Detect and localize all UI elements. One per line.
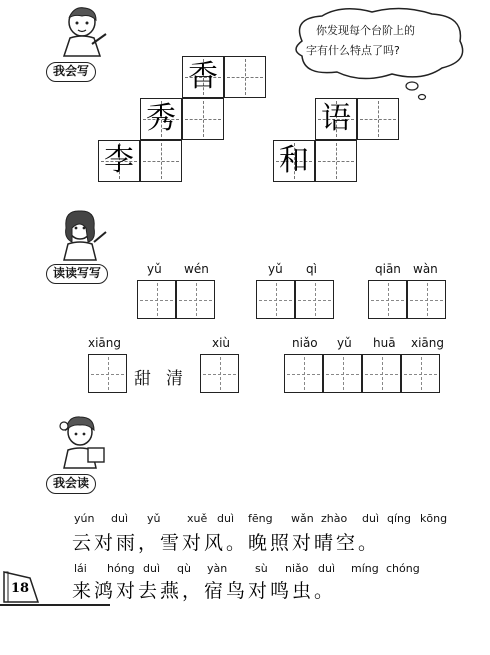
pinyin: yún xyxy=(74,512,95,525)
char-he: 和 xyxy=(279,143,309,178)
write-cell[interactable] xyxy=(88,354,127,393)
pinyin: qiān xyxy=(375,262,401,276)
girl-reading-illustration xyxy=(52,412,114,474)
section-read-badge xyxy=(44,412,120,496)
page-number: 18 xyxy=(11,581,30,596)
pinyin: chóng xyxy=(386,562,420,575)
pinyin: duì xyxy=(318,562,336,575)
write-cell[interactable] xyxy=(256,280,295,319)
pinyin: míng xyxy=(351,562,379,575)
bubble-line-2: 字有什么特点了吗? xyxy=(306,44,400,57)
section-read-write-label: 读读写写 xyxy=(46,264,108,284)
pinyin: yǔ xyxy=(147,262,162,276)
stair-cell xyxy=(140,140,182,182)
bottom-rule xyxy=(0,604,110,606)
pinyin: xiù xyxy=(212,336,231,350)
pinyin: wǎn xyxy=(291,512,314,525)
write-cell[interactable] xyxy=(176,280,215,319)
page-number-badge xyxy=(2,568,40,604)
write-cell[interactable] xyxy=(407,280,446,319)
char-tian: 甜 xyxy=(134,369,151,389)
pinyin: xiāng xyxy=(411,336,445,350)
pinyin: qì xyxy=(306,262,317,276)
pinyin: sù xyxy=(255,562,268,575)
stair-cell xyxy=(182,98,224,140)
pinyin: zhào xyxy=(321,512,348,525)
girl-writing-illustration xyxy=(52,206,114,266)
write-cell[interactable] xyxy=(137,280,176,319)
write-cell[interactable] xyxy=(368,280,407,319)
section-read-write-badge xyxy=(44,206,120,286)
write-cell[interactable] xyxy=(323,354,362,393)
stair-cell-li xyxy=(98,140,140,182)
pinyin: niǎo xyxy=(292,336,318,350)
char-xiu: 秀 xyxy=(146,101,176,136)
pinyin: niǎo xyxy=(285,562,309,575)
pinyin: xuě xyxy=(187,512,208,525)
stair-cell xyxy=(357,98,399,140)
pinyin: wén xyxy=(184,262,209,276)
pinyin: duì xyxy=(143,562,161,575)
pinyin: yǔ xyxy=(147,512,161,525)
pinyin: duì xyxy=(217,512,235,525)
write-cell[interactable] xyxy=(362,354,401,393)
write-cell[interactable] xyxy=(200,354,239,393)
pinyin: yǔ xyxy=(337,336,352,350)
reading-line-1: 云对雨，雪对风。晚照对晴空。 xyxy=(72,532,381,554)
stair-cell-he xyxy=(273,140,315,182)
stair-cell-xiang xyxy=(182,56,224,98)
pinyin: duì xyxy=(362,512,380,525)
pinyin: hóng xyxy=(107,562,135,575)
write-cell[interactable] xyxy=(284,354,323,393)
section-write-badge xyxy=(44,4,120,84)
pinyin: yàn xyxy=(207,562,228,575)
stair-cell-yu xyxy=(315,98,357,140)
stair-cell xyxy=(224,56,266,98)
section-write-label: 我会写 xyxy=(46,62,96,82)
char-yu: 语 xyxy=(321,101,351,136)
stair-cell-xiu xyxy=(140,98,182,140)
char-xiang: 香 xyxy=(188,59,218,94)
write-cell[interactable] xyxy=(295,280,334,319)
pinyin: kōng xyxy=(420,512,448,525)
char-li: 李 xyxy=(104,143,134,178)
pinyin: qíng xyxy=(387,512,411,525)
pinyin: yǔ xyxy=(268,262,283,276)
pinyin: wàn xyxy=(413,262,438,276)
pinyin: xiāng xyxy=(88,336,122,350)
stair-cell xyxy=(315,140,357,182)
boy-writing-illustration xyxy=(54,4,114,64)
pinyin: duì xyxy=(111,512,129,525)
section-read-label: 我会读 xyxy=(46,474,96,494)
pinyin: lái xyxy=(74,562,87,575)
bubble-line-1: 你发现每个台阶上的 xyxy=(316,24,415,37)
pinyin: huā xyxy=(373,336,396,350)
reading-line-2: 来鸿对去燕，宿鸟对鸣虫。 xyxy=(72,580,337,602)
char-qing: 清 xyxy=(166,369,183,389)
pinyin: qù xyxy=(177,562,191,575)
pinyin: fēng xyxy=(248,512,273,525)
write-cell[interactable] xyxy=(401,354,440,393)
